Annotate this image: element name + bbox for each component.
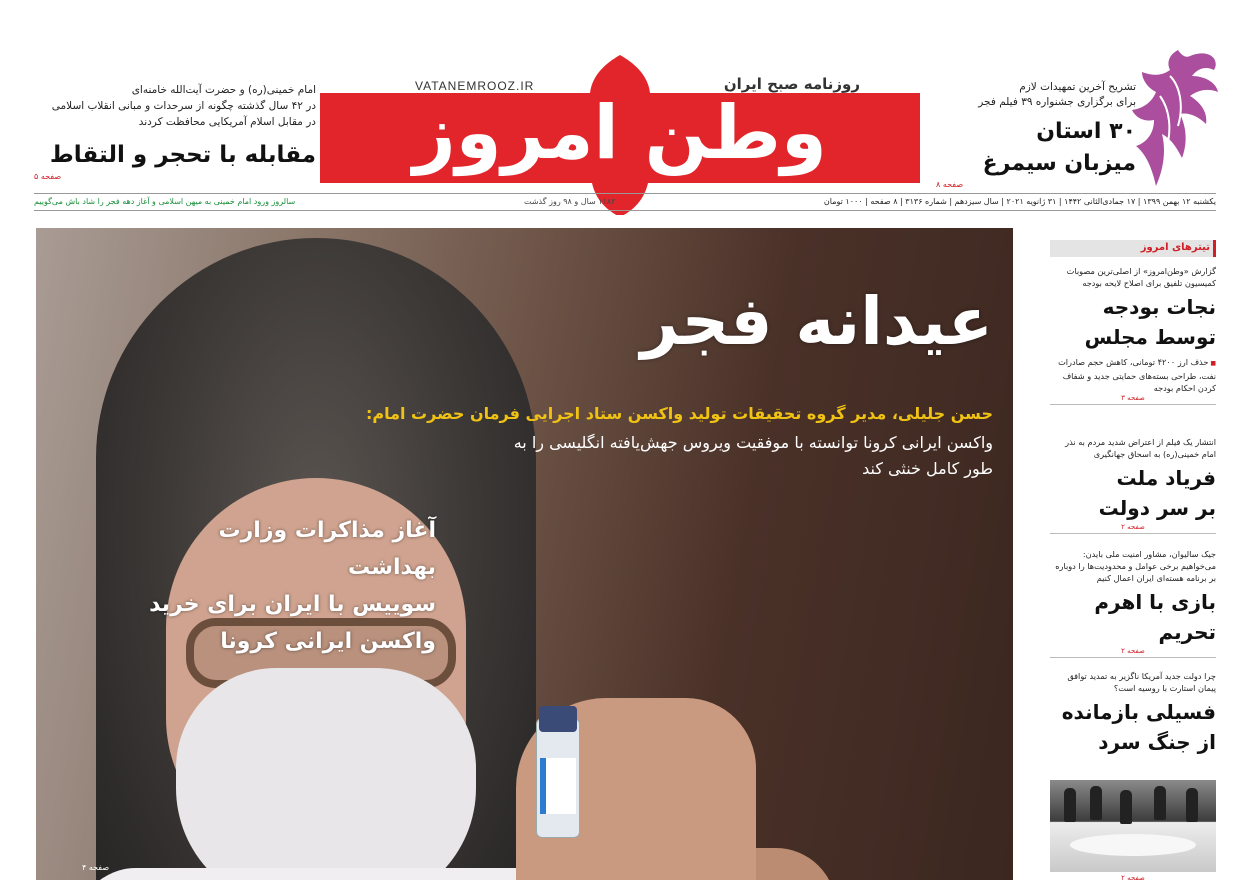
story-kicker: انتشار یک فیلم از اعتراض شدید مردم به نذر امام خمینی(ره) به اسحاق جهانگیری [1065, 437, 1216, 459]
logo-slogan: روزنامه صبح ایران [723, 75, 860, 93]
photo-figure [1120, 790, 1132, 824]
header-accent-bar [1213, 240, 1216, 257]
story-page-ref: صفحه ۳ [1121, 394, 1145, 402]
story-kicker: گزارش «وطن‌امروز» از اصلی‌ترین مصوبات کمیسیون تلفیق برای اصلاح لایحه بودجه [1066, 266, 1216, 288]
lead-story-left[interactable] [34, 82, 316, 181]
story-title-line-2: تحریم [1158, 620, 1216, 644]
story-divider [1050, 657, 1216, 658]
masthead [0, 0, 1250, 218]
lead-left-page-ref: صفحه ۵ [34, 172, 62, 181]
headline-story-cold-war[interactable] [1050, 670, 1216, 757]
lead-left-kicker-3: در مقابل اسلام آمریکایی محافظت کردند [138, 116, 316, 128]
side-headline-line-1: آغاز مذاکرات وزارت بهداشت [218, 518, 436, 580]
story-title-line-1: فسیلی بازمانده [1061, 700, 1216, 724]
main-story-page-ref: صفحه ۴ [82, 863, 110, 872]
headline-story-budget[interactable] [1050, 265, 1216, 405]
festival-title-1: ۳۰ استان [1036, 119, 1136, 144]
todays-headlines-column [1050, 240, 1216, 885]
story-bullet: ■ حذف ارز ۴۲۰۰ تومانی، کاهش حجم صادرات نفت، طراحی بسته‌های حمایتی جدید و شفاف کردن احکام بودجه [1050, 356, 1216, 394]
lead-left-title: مقابله با تحجر و التقاط [49, 142, 316, 168]
issue-greeting-info: سالروز ورود امام خمینی به میهن اسلامی و آغاز دهه فجر را شاد باش می‌گوییم [34, 197, 296, 206]
lead-left-kicker-1: امام خمینی(ره) و حضرت آیت‌الله خامنه‌ای [131, 84, 316, 96]
main-subhead-quote: واکسن ایرانی کرونا توانسته با موفقیت ویروس جهش‌یافته انگلیسی را به طور کامل خنثی کند [513, 433, 993, 478]
story-title-line-2: بر سر دولت [1098, 496, 1216, 520]
photo-figure [1090, 786, 1102, 820]
side-headline-line-3: واکسن ایرانی کرونا [220, 629, 436, 654]
photo-figure [1186, 788, 1198, 822]
festival-page-ref: صفحه ۸ [936, 180, 964, 189]
story-title-line-2: از جنگ سرد [1098, 730, 1216, 754]
photo-face-mask [176, 668, 476, 880]
side-headline-line-2: سوییس با ایران برای خرید [149, 592, 436, 617]
story-title-line-2: توسط مجلس [1084, 325, 1216, 349]
story-divider [1050, 404, 1216, 405]
story-title-line-1: نجات بودجه [1102, 295, 1216, 319]
issue-anniversary-info: ۱۱۸۲ سال و ۹۸ روز گذشت [524, 197, 616, 206]
headline-story-protest[interactable] [1050, 436, 1216, 534]
festival-kicker-2: برای برگزاری جشنواره ۳۹ فیلم فجر [978, 96, 1136, 108]
todays-headlines-header [1050, 240, 1216, 257]
vaccine-vial-label [540, 758, 576, 814]
story-title-line-1: بازی با اهرم [1094, 590, 1216, 614]
logo-url[interactable]: VATANEMROOZ.IR [415, 79, 535, 93]
story-page-ref: صفحه ۲ [1121, 647, 1145, 655]
story-page-ref: صفحه ۲ [1121, 523, 1145, 531]
issue-info-bar [34, 193, 1216, 211]
logo-wordmark: وطن امروز [413, 90, 827, 176]
main-headline[interactable]: عیدانه فجر [640, 283, 993, 360]
vaccine-vial-cap [539, 706, 577, 732]
bottom-page-ref: صفحه ۲ [1121, 874, 1145, 882]
todays-headlines-title: تیترهای امروز [1140, 242, 1210, 253]
festival-kicker-1: تشریح آخرین تمهیدات لازم [1019, 81, 1136, 93]
festival-title-2: میزبان سیمرغ [982, 151, 1136, 176]
story-kicker: جیک سالیوان، مشاور امنیت ملی بایدن: می‌خواهیم برخی عوامل و محدودیت‌ها را دوباره بر برنامه هسته‌ای ایران اعمال کنیم [1055, 549, 1216, 583]
festival-teaser[interactable] [936, 80, 1136, 189]
main-subhead-speaker: حسن جلیلی، مدیر گروه تحقیقات تولید واکسن ستاد اجرایی فرمان حضرت امام: [365, 404, 993, 423]
story-divider [1050, 533, 1216, 534]
main-photo-story[interactable] [36, 228, 1013, 880]
photo-negotiation-table [1070, 834, 1196, 856]
cold-war-photo [1050, 780, 1216, 872]
headline-story-sanctions[interactable] [1050, 548, 1216, 658]
simorgh-emblem [1130, 46, 1222, 194]
side-headline[interactable] [146, 512, 436, 660]
story-kicker: چرا دولت جدید آمریکا ناگزیر به تمدید توافق پیمان استارت با روسیه است؟ [1067, 671, 1216, 693]
photo-figure [1064, 788, 1076, 822]
newspaper-logo[interactable] [320, 55, 920, 215]
issue-date-info: یکشنبه ۱۲ بهمن ۱۳۹۹ | ۱۷ جمادی‌الثانی ۱۴۴۲ | ۳۱ ژانویه ۲۰۲۱ | سال سیزدهم | شماره ۳۱۳۶ | ۸ صفحه | ۱۰۰۰ تومان [823, 197, 1216, 206]
lead-left-kicker-2: در ۴۲ سال گذشته چگونه از سرحدات و مبانی انقلاب اسلامی [51, 100, 316, 112]
story-title-line-1: فریاد ملت [1116, 466, 1216, 490]
photo-figure [1154, 786, 1166, 820]
